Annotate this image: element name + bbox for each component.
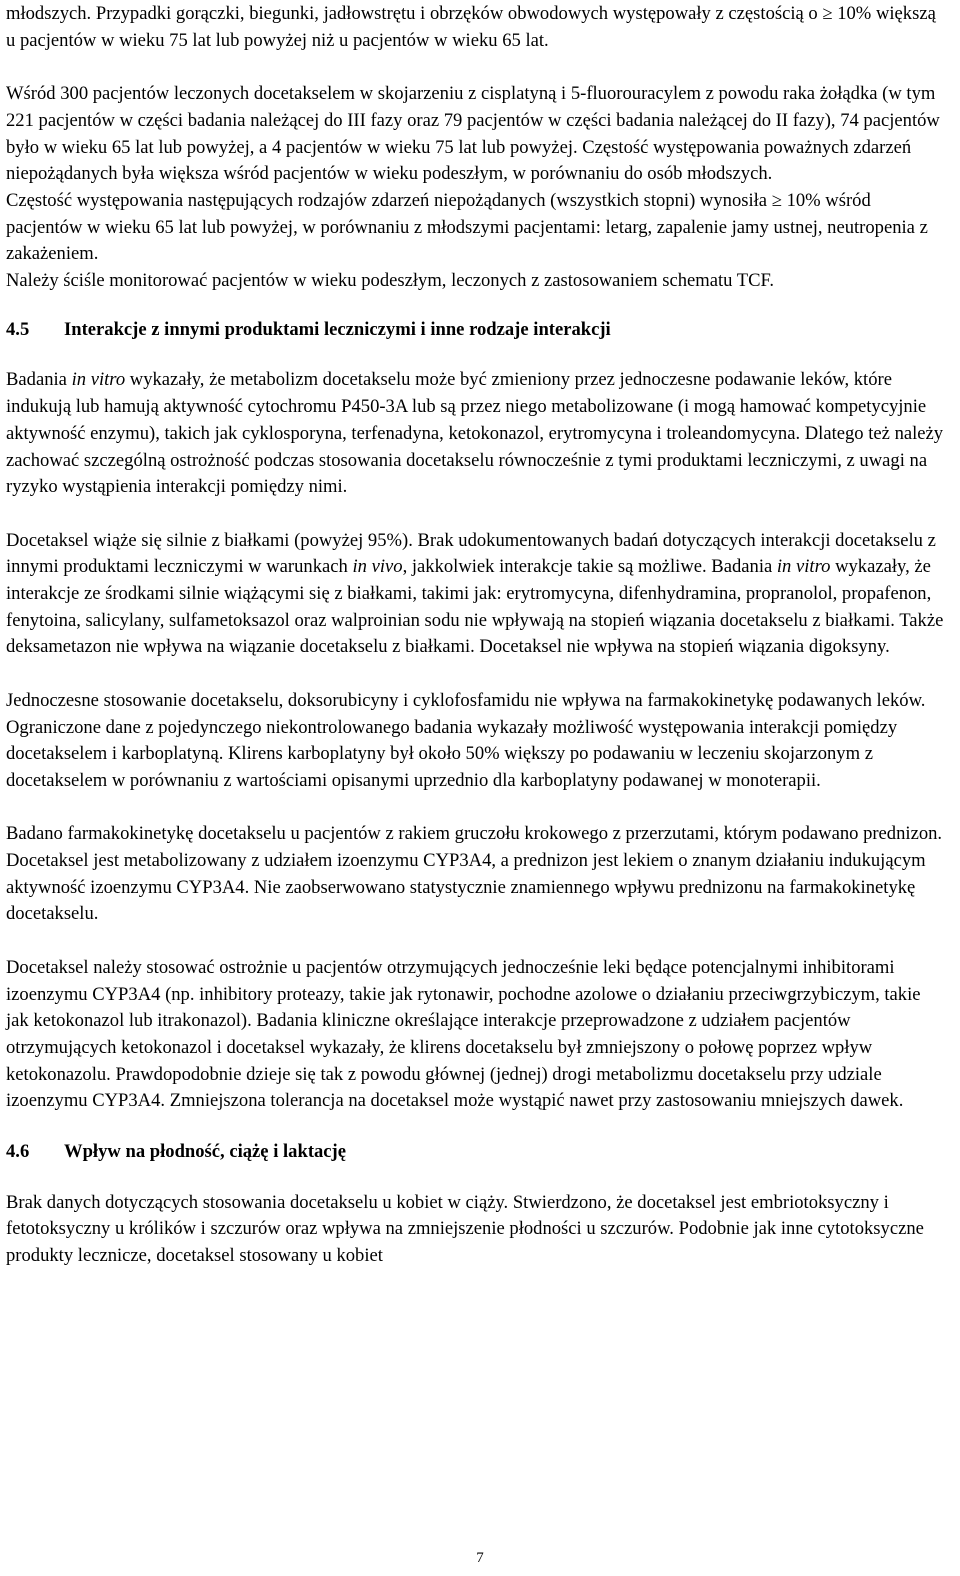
document-page xyxy=(6,0,946,1270)
italic-text: in vivo xyxy=(352,556,403,578)
text-run: Docetaksel wiąże się silnie z białkami (powyżej 95%). Brak udokumentowanych badań dotyczących interakcji docetakselu z innymi produktami leczniczymi w warunkach xyxy=(6,529,936,578)
section-title: Wpływ na płodność, ciążę i laktację xyxy=(64,1141,347,1163)
paragraph-cyp3a4-inhibitors: Docetaksel należy stosować ostrożnie u pacjentów otrzymujących jednocześnie leki będące potencjalnymi inhibitorami izoenzymu CYP3A4 (np. inhibitory proteazy, takie jak rytonawir, pochodne azolowe o działaniu przeciwgrzybiczym, takie jak ketokonazol lub itrakonazol). Badania kliniczne określające interakcje przeprowadzone z udziałem pacjentów otrzymujących ketokonazol i docetaksel wykazały, że klirens docetakselu był zmniejszony o połowę poprzez wpływ ketokonazolu. Prawdopodobnie dzieje się tak z powodu głównej (jednej) drogi metabolizmu docetakselu przy udziale izoenzymu CYP3A4. Zmniejszona tolerancja na docetaksel może wystąpić nawet przy zastosowaniu mniejszych dawek. xyxy=(6,956,921,1112)
paragraph-adverse-events: Częstość występowania następujących rodzajów zdarzeń niepożądanych (wszystkich stopni) wynosiła ≥ 10% wśród pacjentów w wieku 65 lat lub powyżej, w porównaniu z młodszymi pacjentami: letarg, zapalenie jamy ustnej, neutropenia z zakażeniem. xyxy=(6,189,928,265)
paragraph-in-vitro-metabolism xyxy=(6,367,946,501)
paragraph-protein-binding xyxy=(6,528,946,662)
italic-text: in vitro xyxy=(71,369,126,391)
section-number: 4.6 xyxy=(6,1141,30,1163)
section-number: 4.5 xyxy=(6,318,30,340)
italic-text: in vitro xyxy=(776,556,831,578)
paragraph-pregnancy: Brak danych dotyczących stosowania docetakselu u kobiet w ciąży. Stwierdzono, że docetaksel jest embriotoksyczny i fetotoksyczny u królików i szczurów oraz wpływa na zmniejszenie płodności u szczurów. Podobnie jak inne cytotoksyczne produkty lecznicze, docetaksel stosowany u kobiet xyxy=(6,1191,924,1267)
section-title: Interakcje z innymi produktami leczniczymi i inne rodzaje interakcji xyxy=(64,318,611,340)
text-run: Badania xyxy=(6,369,72,391)
text-run: , jakkolwiek interakcje takie są możliwe. Badania xyxy=(402,556,777,578)
paragraph-gastric-cancer: Wśród 300 pacjentów leczonych docetakselem w skojarzeniu z cisplatyną i 5-fluorouracylem z powodu raka żołądka (w tym 221 pacjentów w części badania należącej do III fazy oraz 79 pacjentów w części badania należącej do II fazy), 74 pacjentów było w wieku 65 lat lub powyżej, a 4 pacjentów w wieku 75 lat lub powyżej. Częstość występowania poważnych zdarzeń niepożądanych była większa wśród pacjentów w wieku podeszłym, w porównaniu do osób młodszych. xyxy=(6,83,940,185)
section-heading-4-6 xyxy=(6,1139,946,1166)
paragraph-monitoring: Należy ściśle monitorować pacjentów w wieku podeszłym, leczonych z zastosowaniem schematu TCF. xyxy=(6,270,775,292)
text-run: wykazały, że metabolizm docetakselu może być zmieniony przez jednoczesne podawanie leków, które indukują lub hamują aktywność cytochromu P450-3A lub są przez niego metabolizowane (i mogą hamować kompetycyjnie aktywność enzymu), takich jak cyklosporyna, terfenadyna, ketokonazol, erytromycyna i troleandomycyna. Dlatego też należy zachować szczególną ostrożność podczas stosowania docetakselu równocześnie z tymi produktami leczniczymi, z uwagi na ryzyko wystąpienia interakcji pomiędzy nimi. xyxy=(6,369,944,498)
text-run: wykazały, że interakcje ze środkami silnie wiążącymi się z białkami, takimi jak: erytromycyna, difenhydramina, propranolol, propafenon, fenytoina, salicylany, sulfametoksazol oraz walproinian sodu nie wpływają na stopień wiązania docetakselu z białkami. Także deksametazon nie wpływa na wiązanie docetakselu z białkami. Docetaksel nie wpływa na stopień wiązania digoksyny. xyxy=(6,556,944,658)
page-number: 7 xyxy=(476,1550,484,1566)
paragraph-elderly-intro: młodszych. Przypadki gorączki, biegunki, jadłowstrętu i obrzęków obwodowych występowały z częstością o ≥ 10% większą u pacjentów w wieku 75 lat lub powyżej niż u pacjentów w wieku 65 lat. xyxy=(6,3,936,51)
paragraph-carboplatin: Jednoczesne stosowanie docetakselu, doksorubicyny i cyklofosfamidu nie wpływa na farmakokinetykę podawanych leków. Ograniczone dane z pojedynczego niekontrolowanego badania wykazały możliwość występowania interakcji pomiędzy docetakselem i karboplatyną. Klirens karboplatyny był około 50% większy po podawaniu w leczeniu skojarzonym z docetakselem w porównaniu z wartościami opisanymi uprzednio dla karboplatyny podawanej w monoterapii. xyxy=(6,689,926,791)
paragraph-prednisone: Badano farmakokinetykę docetakselu u pacjentów z rakiem gruczołu krokowego z przerzutami, którym podawano prednizon. Docetaksel jest metabolizowany z udziałem izoenzymu CYP3A4, a prednizon jest lekiem o znanym działaniu indukującym aktywność izoenzymu CYP3A4. Nie zaobserwowano statystycznie znamiennego wpływu prednizonu na farmakokinetykę docetakselu. xyxy=(6,823,943,925)
section-heading-4-5 xyxy=(6,317,946,344)
